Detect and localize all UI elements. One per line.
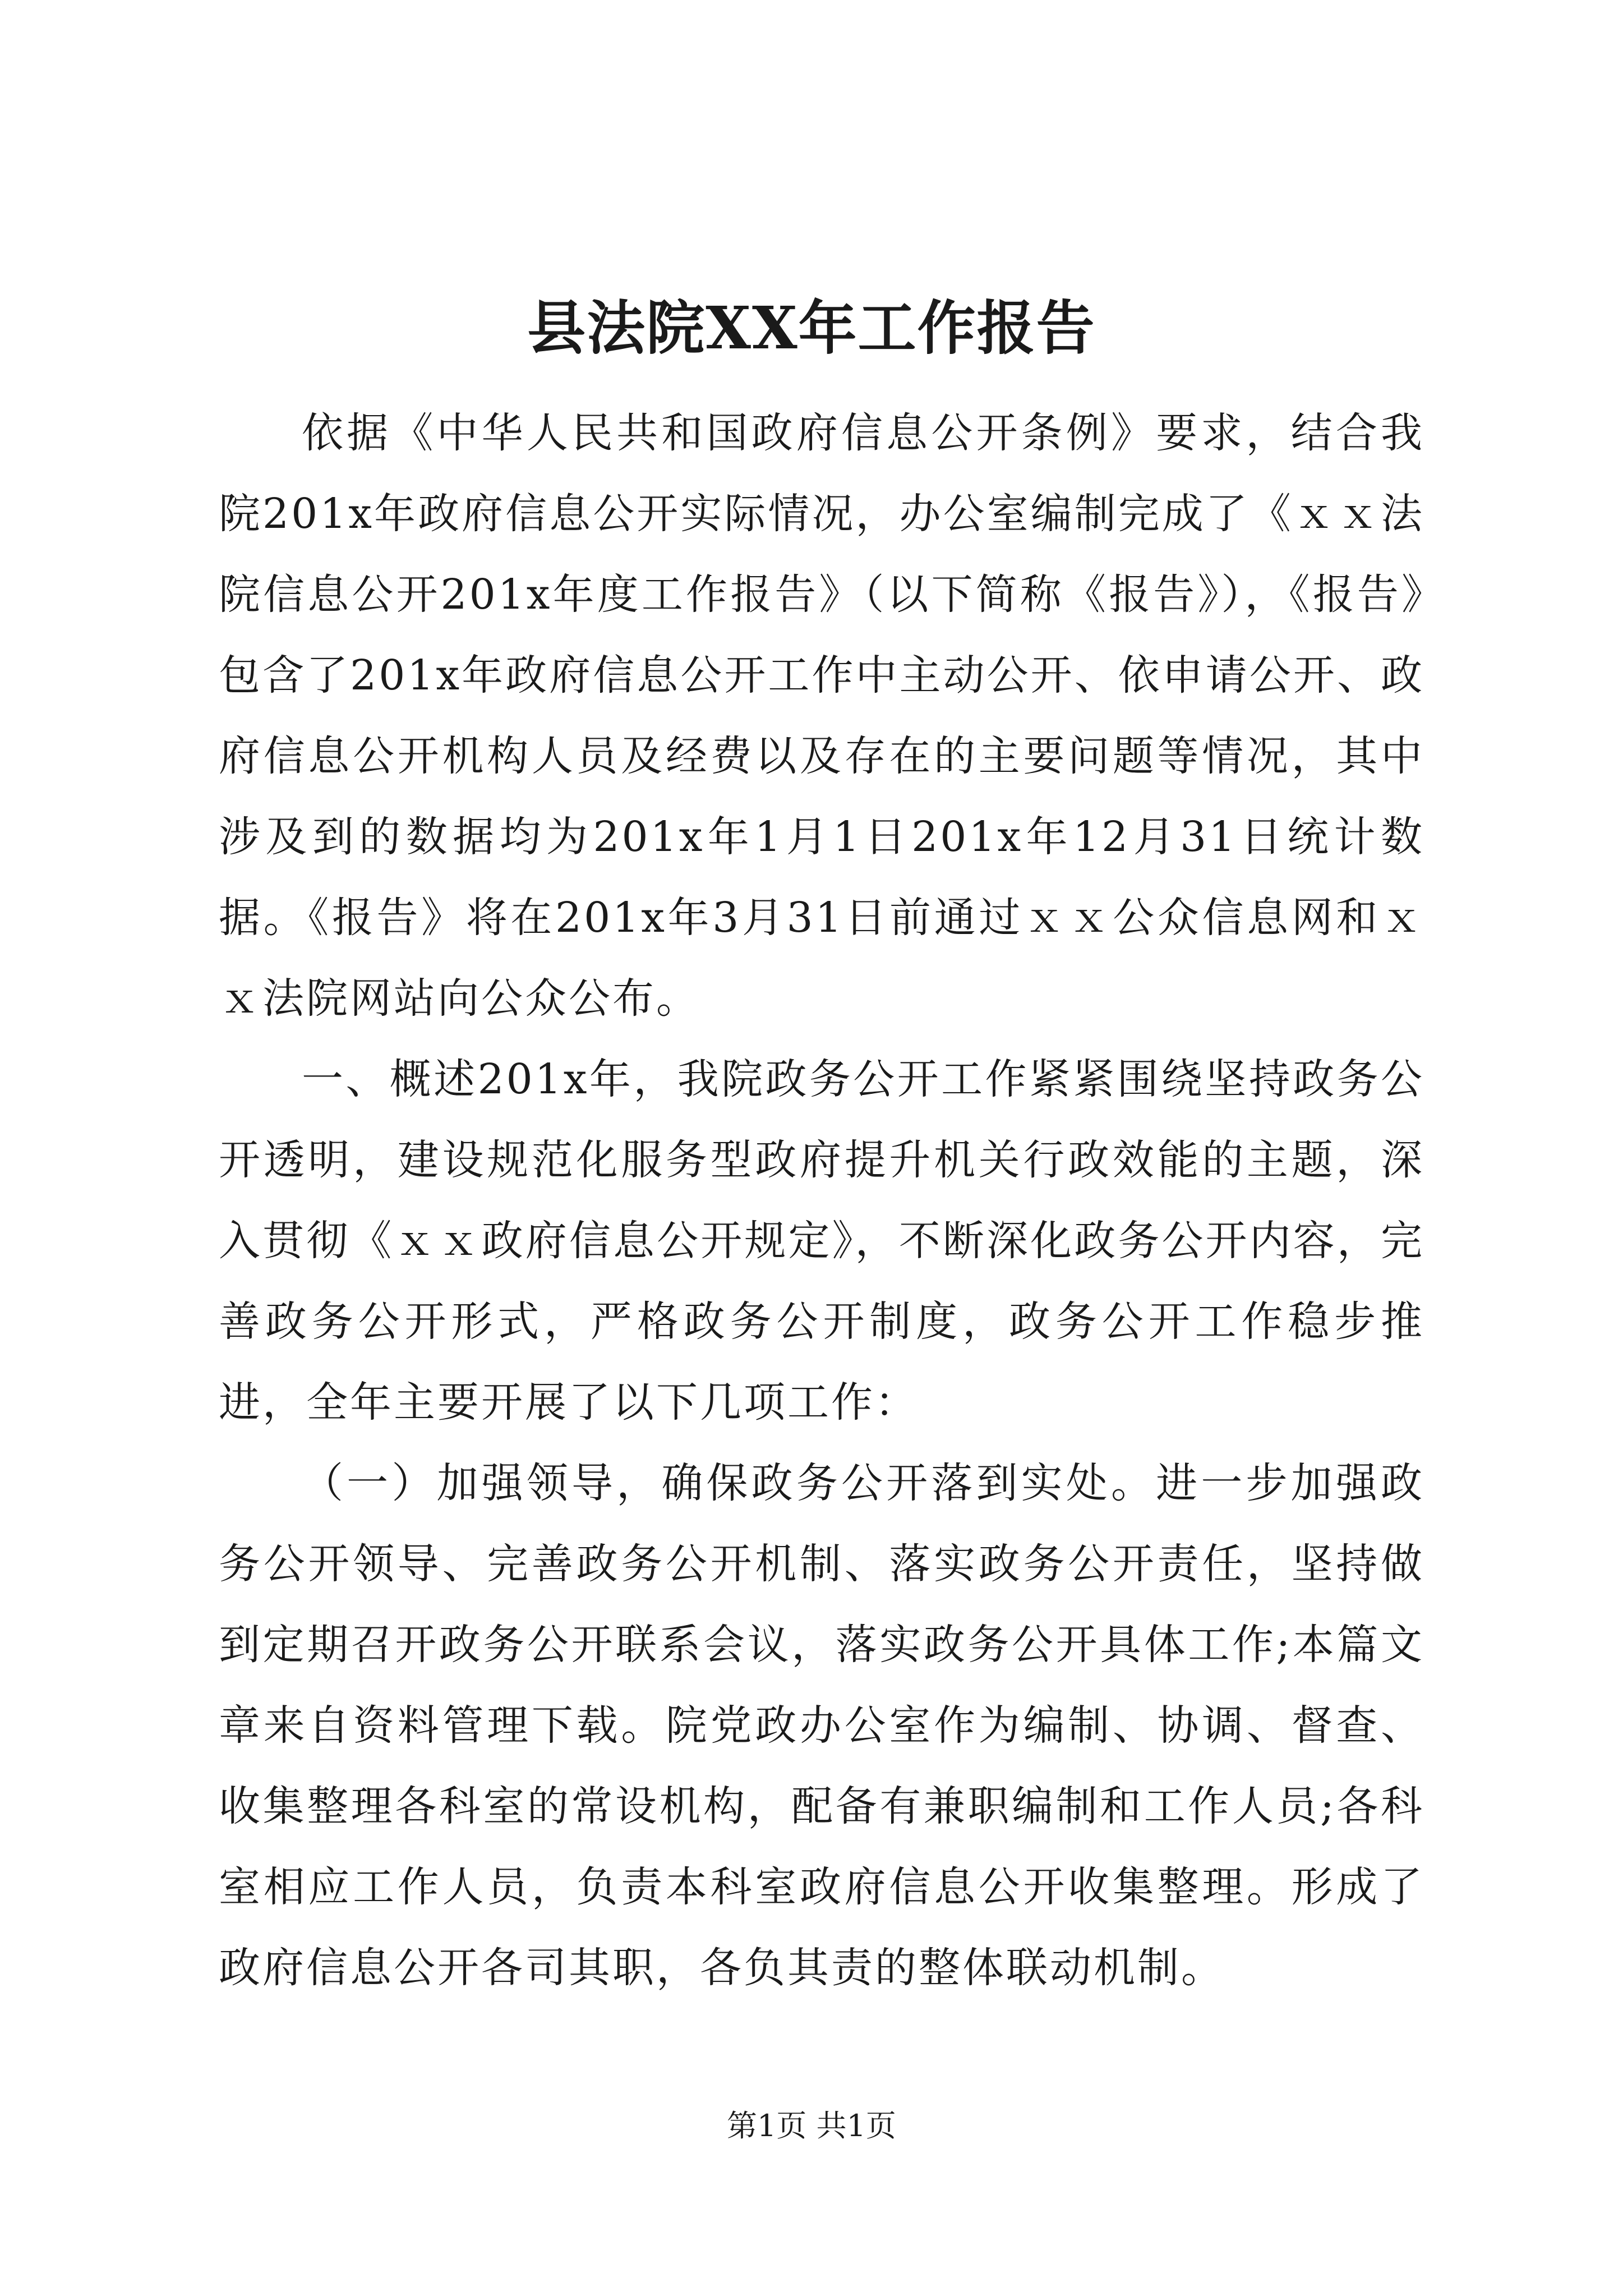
paragraph-leadership: （一）加强领导，确保政务公开落到实处。进一步加强政务公开领导、完善政务公开机制、落实政务公开责任，坚持做到定期召开政务公开联系会议，落实政务公开具体工作;本篇文章来自资料管理下载。院党政办公室作为编制、协调、督查、收集整理各科室的常设机构，配备有兼职编制和工作人员;各科室相应工作人员，负责本科室政府信息公开收集整理。形成了政府信息公开各司其职，各负其责的整体联动机制。 xyxy=(219,1459,1424,1992)
page-footer: 第1页 共1页 xyxy=(727,2108,896,2143)
paragraph-overview: 一、概述201x年，我院政务公开工作紧紧围绕坚持政务公开透明，建设规范化服务型政府提升机关行政效能的主题，深入贯彻《ｘｘ政府信息公开规定》，不断深化政务公开内容，完善政务公开形式，严格政务公开制度，政务公开工作稳步推进，全年主要开展了以下几项工作： xyxy=(219,1055,1424,1427)
paragraph-intro: 依据《中华人民共和国政府信息公开条例》要求，结合我院201x年政府信息公开实际情况，办公室编制完成了《ｘｘ法院信息公开201x年度工作报告》（以下简称《报告》），《报告》包含了201x年政府信息公开工作中主动公开、依申请公开、政府信息公开机构人员及经费以及存在的主要问题等情况，其中涉及到的数据均为201x年1月1日201x年12月31日统计数据。《报告》将在201x年3月31日前通过ｘｘ公众信息网和ｘｘ法院网站向公众公布。 xyxy=(219,409,1424,1023)
document-body xyxy=(219,393,1424,2008)
document-title: 县法院XX年工作报告 xyxy=(527,293,1096,362)
